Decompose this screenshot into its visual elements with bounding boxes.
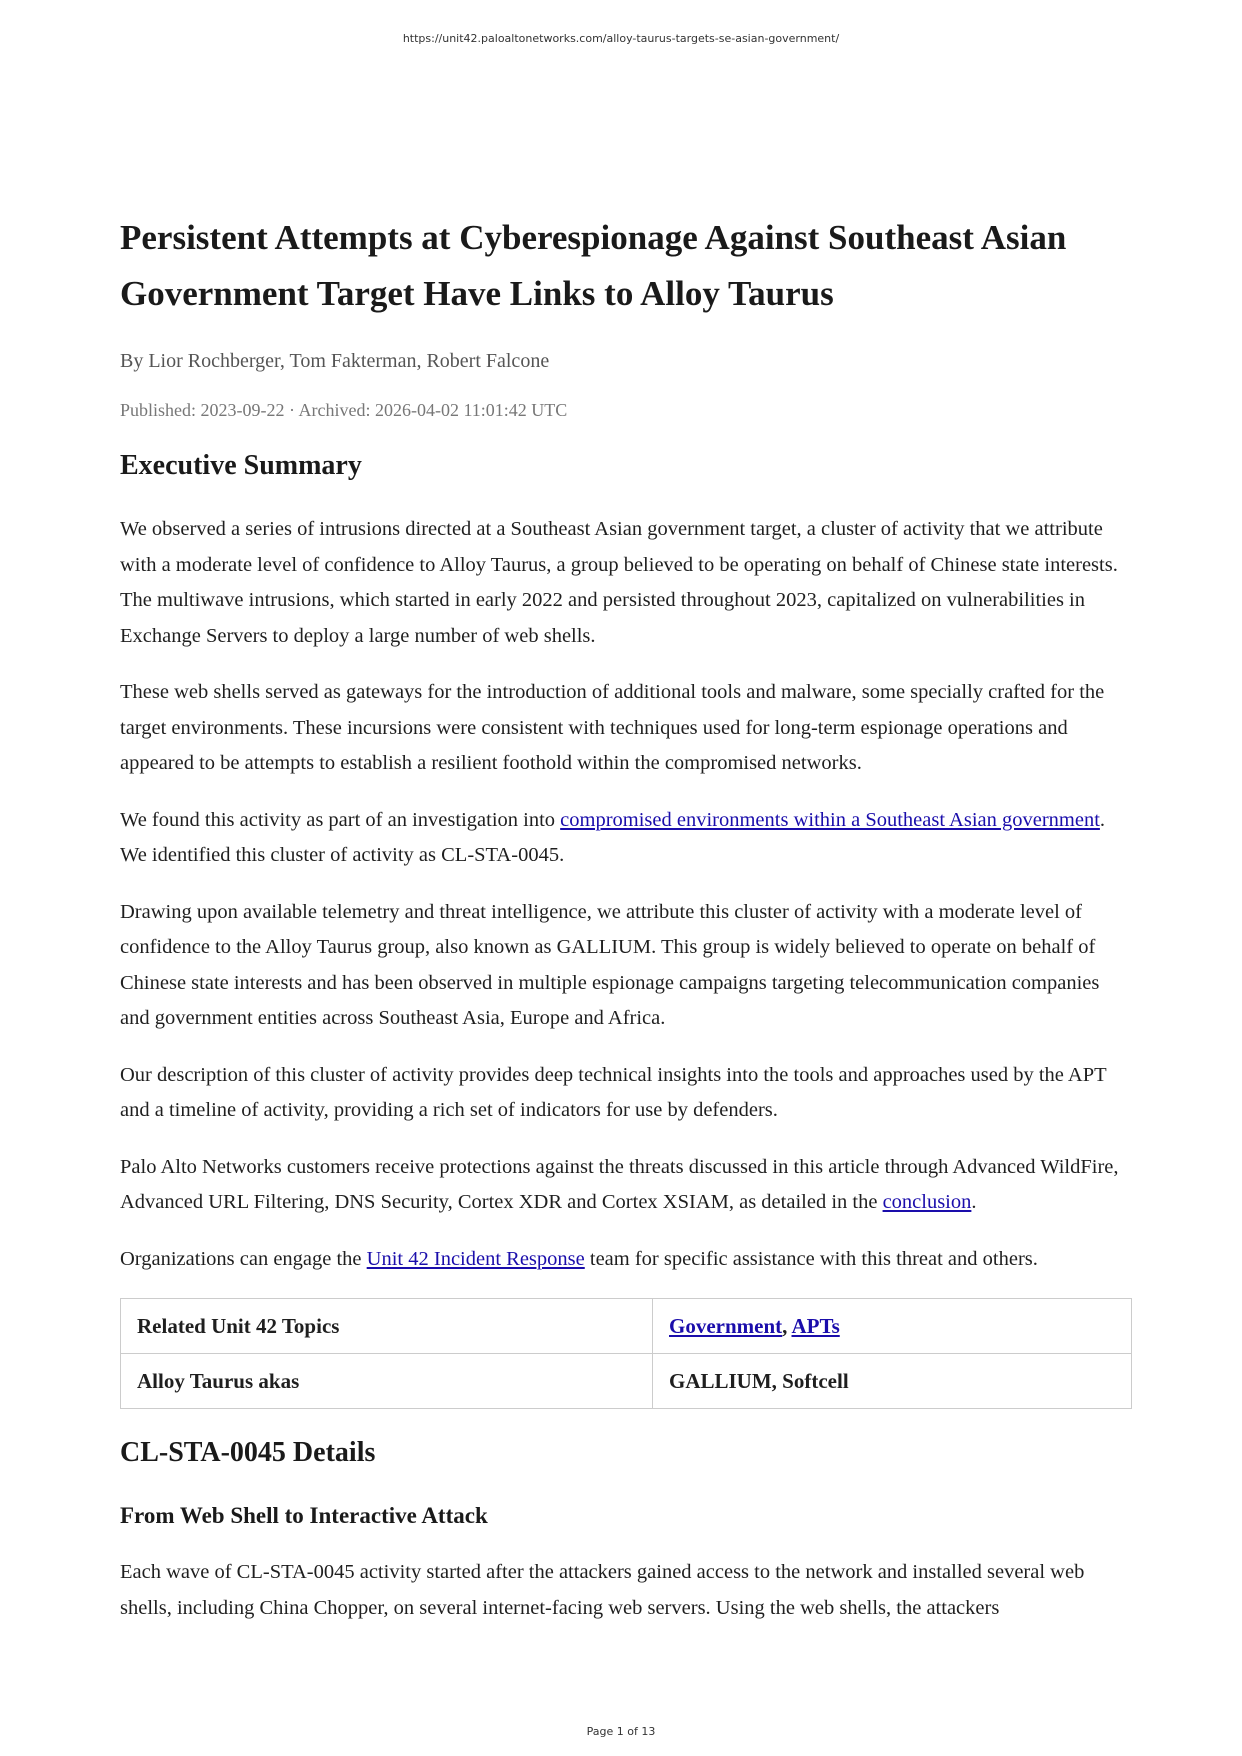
paragraph-7	[120, 1242, 1132, 1278]
table-cell-label: Related Unit 42 Topics	[121, 1299, 653, 1354]
topics-table	[120, 1298, 1132, 1409]
link-topic-apts[interactable]: APTs	[791, 1313, 840, 1338]
paragraph-4: Drawing upon available telemetry and threat intelligence, we attribute this cluster of activity with a moderate level of confidence to the Alloy Taurus group, also known as GALLIUM. This group is widely believed to operate on behalf of Chinese state interests and has been observed in multiple espionage campaigns targeting telecommunication companies and government entities across Southeast Asia, Europe and Africa.	[120, 900, 1100, 1029]
paragraph-3-text-before: We found this activity as part of an investigation into	[120, 808, 561, 831]
table-row	[121, 1354, 1132, 1409]
paragraph-6-text-after: .	[971, 1191, 977, 1213]
table-cell-label: Alloy Taurus akas	[121, 1354, 653, 1409]
article	[120, 210, 1132, 1647]
paragraph-3-text-after: . We identified this cluster of activity as CL-STA-0045.	[120, 808, 1106, 866]
article-title: Persistent Attempts at Cyberespionage Against Southeast Asian Government Target Have Links to Alloy Taurus	[120, 218, 1067, 313]
paragraph-2: These web shells served as gateways for the introduction of additional tools and malware, some specially crafted for the target environments. These incursions were consistent with techniques used for long-term espionage operations and appeared to be attempts to establish a resilient foothold within the compromised networks.	[120, 681, 1105, 774]
publish-meta: Published: 2023-09-22 · Archived: 2026-04-02 11:01:42 UTC	[120, 400, 568, 420]
link-unit42-incident-response[interactable]: Unit 42 Incident Response	[366, 1247, 585, 1270]
paragraph-8: Each wave of CL-STA-0045 activity started after the attackers gained access to the network and installed several web shells, including China Chopper, on several internet-facing web servers. Using the web shells, the attackers	[120, 1561, 1085, 1619]
table-cell-value: GALLIUM, Softcell	[653, 1354, 1132, 1409]
page-url: https://unit42.paloaltonetworks.com/alloy-taurus-targets-se-asian-government/	[402, 32, 840, 45]
paragraph-7-text-before: Organizations can engage the	[120, 1247, 367, 1270]
paragraph-3	[120, 803, 1132, 874]
section-heading-details: CL-STA-0045 Details	[120, 1437, 376, 1468]
byline: By Lior Rochberger, Tom Fakterman, Robert Falcone	[120, 350, 550, 372]
link-compromised-environments[interactable]: compromised environments within a Southeast Asian government	[560, 808, 1100, 831]
link-topic-government[interactable]: Government	[669, 1313, 783, 1338]
paragraph-7-text-after: team for specific assistance with this threat and others.	[584, 1247, 1038, 1270]
subsection-heading: From Web Shell to Interactive Attack	[120, 1503, 488, 1528]
paragraph-1: We observed a series of intrusions directed at a Southeast Asian government target, a cluster of activity that we attribute with a moderate level of confidence to Alloy Taurus, a group believed to be operating on behalf of Chinese state interests. The multiwave intrusions, which started in early 2022 and persisted throughout 2023, capitalized on vulnerabilities in Exchange Servers to deploy a large number of web shells.	[120, 518, 1118, 647]
table-cell-value	[653, 1299, 1132, 1354]
paragraph-5: Our description of this cluster of activity provides deep technical insights into the tools and approaches used by the APT and a timeline of activity, providing a rich set of indicators for use by defenders.	[120, 1063, 1107, 1121]
page-number: Page 1 of 13	[586, 1725, 656, 1738]
link-conclusion[interactable]: conclusion	[882, 1191, 972, 1213]
table-row	[121, 1299, 1132, 1354]
section-heading-executive-summary: Executive Summary	[120, 450, 362, 481]
topic-separator: ,	[782, 1313, 792, 1338]
paragraph-6	[120, 1150, 1132, 1221]
paragraph-6-text-before: Palo Alto Networks customers receive protections against the threats discussed in this article through Advanced WildFire, Advanced URL Filtering, DNS Security, Cortex XDR and Cortex XSIAM, as detailed in the	[120, 1155, 1119, 1213]
